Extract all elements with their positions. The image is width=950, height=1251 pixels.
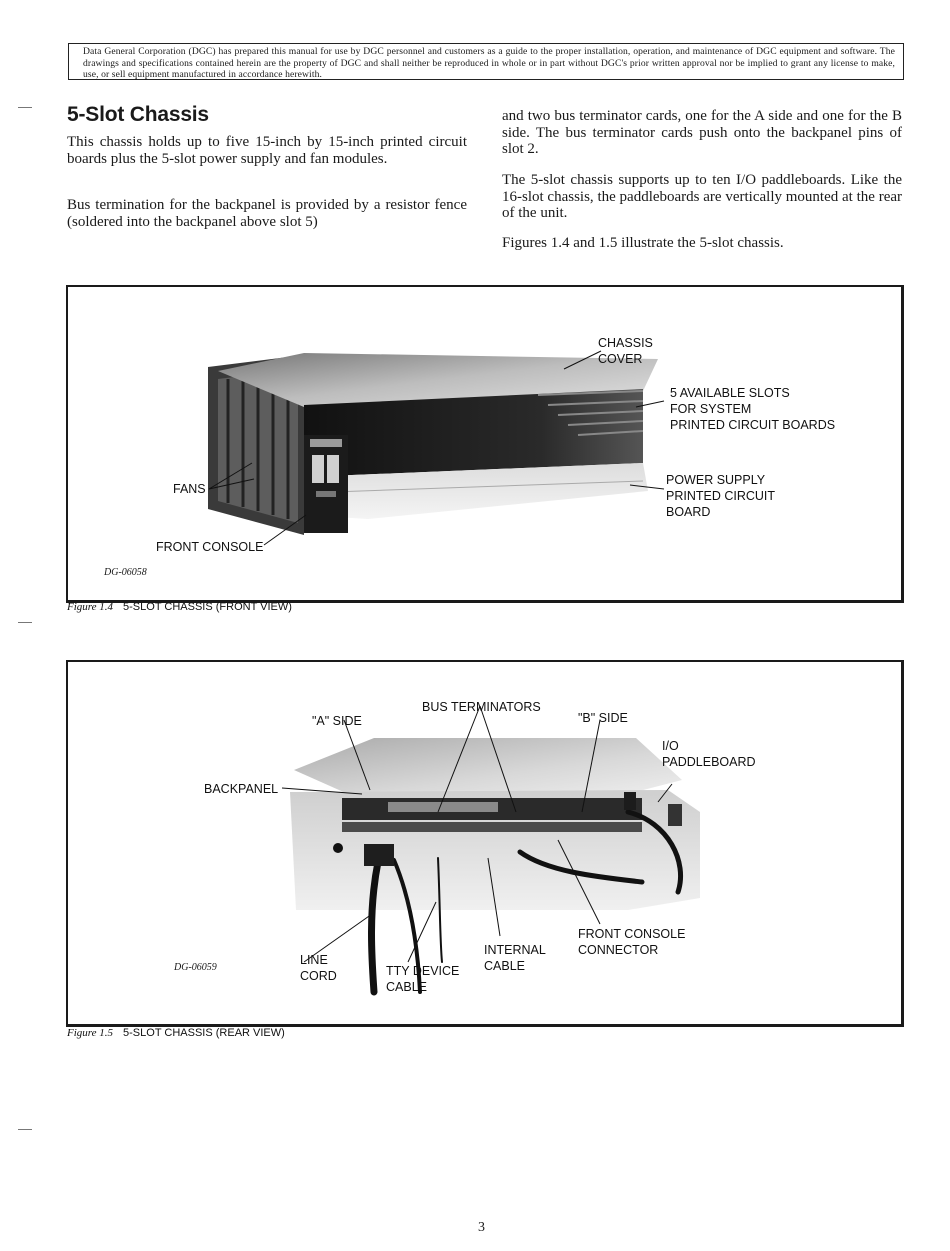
figure-number: Figure 1.5 [67,1027,114,1039]
label-front-console: FRONT CONSOLE [156,540,264,554]
label-front-console-connector: FRONT CONSOLE CONNECTOR [578,927,686,957]
figure-caption-text: 5-SLOT CHASSIS (FRONT VIEW) [123,601,292,613]
proprietary-notice: Data General Corporation (DGC) has prepared this manual for use by DGC personnel and customers as a guide to the proper installation, operation, and maintenance of DGC equipment and software. The drawings and specifications contained herein are the property of DGC and shall neither be reproduced in whole or in part without DGC's prior written approval nor be implied to grant any license to make, use, or sell equipment manufactured in accordance herewith. [68,43,904,80]
section-title: 5-Slot Chassis [67,103,209,126]
figure-code: DG-06059 [174,962,217,973]
label-available-slots: 5 AVAILABLE SLOTS FOR SYSTEM PRINTED CIRCUIT BOARDS [670,386,836,432]
body-paragraph: and two bus terminator cards, one for the A side and one for the B side. The bus terminator cards push onto the backpanel pins of slot 2. [502,108,902,157]
figure-caption [67,1027,285,1039]
label-a-side: "A" SIDE [312,714,362,728]
label-tty-device-cable: TTY DEVICE CABLE [386,964,460,994]
page-number: 3 [478,1220,485,1235]
figure-rear-view [66,660,904,1027]
body-paragraph: Figures 1.4 and 1.5 illustrate the 5-slot chassis. [502,235,784,251]
figure-code: DG-06058 [104,567,147,578]
body-paragraph: This chassis holds up to five 15-inch by 15-inch printed circuit boards plus the 5-slot power supply and fan modules. [67,134,467,167]
label-io-paddleboard: I/O PADDLEBOARD [662,739,756,769]
label-power-supply-board: POWER SUPPLY PRINTED CIRCUIT BOARD [666,473,776,519]
margin-mark [18,107,32,108]
body-paragraph: Bus termination for the backpanel is provided by a resistor fence (soldered into the backpanel above slot 5) [67,197,467,230]
label-backpanel: BACKPANEL [204,782,279,796]
figure-number: Figure 1.4 [67,601,114,613]
label-internal-cable: INTERNAL CABLE [484,943,546,973]
figure-caption [67,601,292,613]
margin-mark [18,622,32,623]
body-paragraph: The 5-slot chassis supports up to ten I/O paddleboards. Like the 16-slot chassis, the paddleboards are vertically mounted at the rear of the unit. [502,172,902,221]
label-bus-terminators: BUS TERMINATORS [422,700,541,714]
label-b-side: "B" SIDE [578,711,628,725]
margin-mark [18,1129,32,1130]
label-chassis-cover: CHASSIS COVER [598,336,653,366]
figure-caption-text: 5-SLOT CHASSIS (REAR VIEW) [123,1027,285,1039]
label-fans: FANS [173,482,206,496]
figure-front-view [66,285,904,603]
label-line-cord: LINE CORD [300,953,337,983]
